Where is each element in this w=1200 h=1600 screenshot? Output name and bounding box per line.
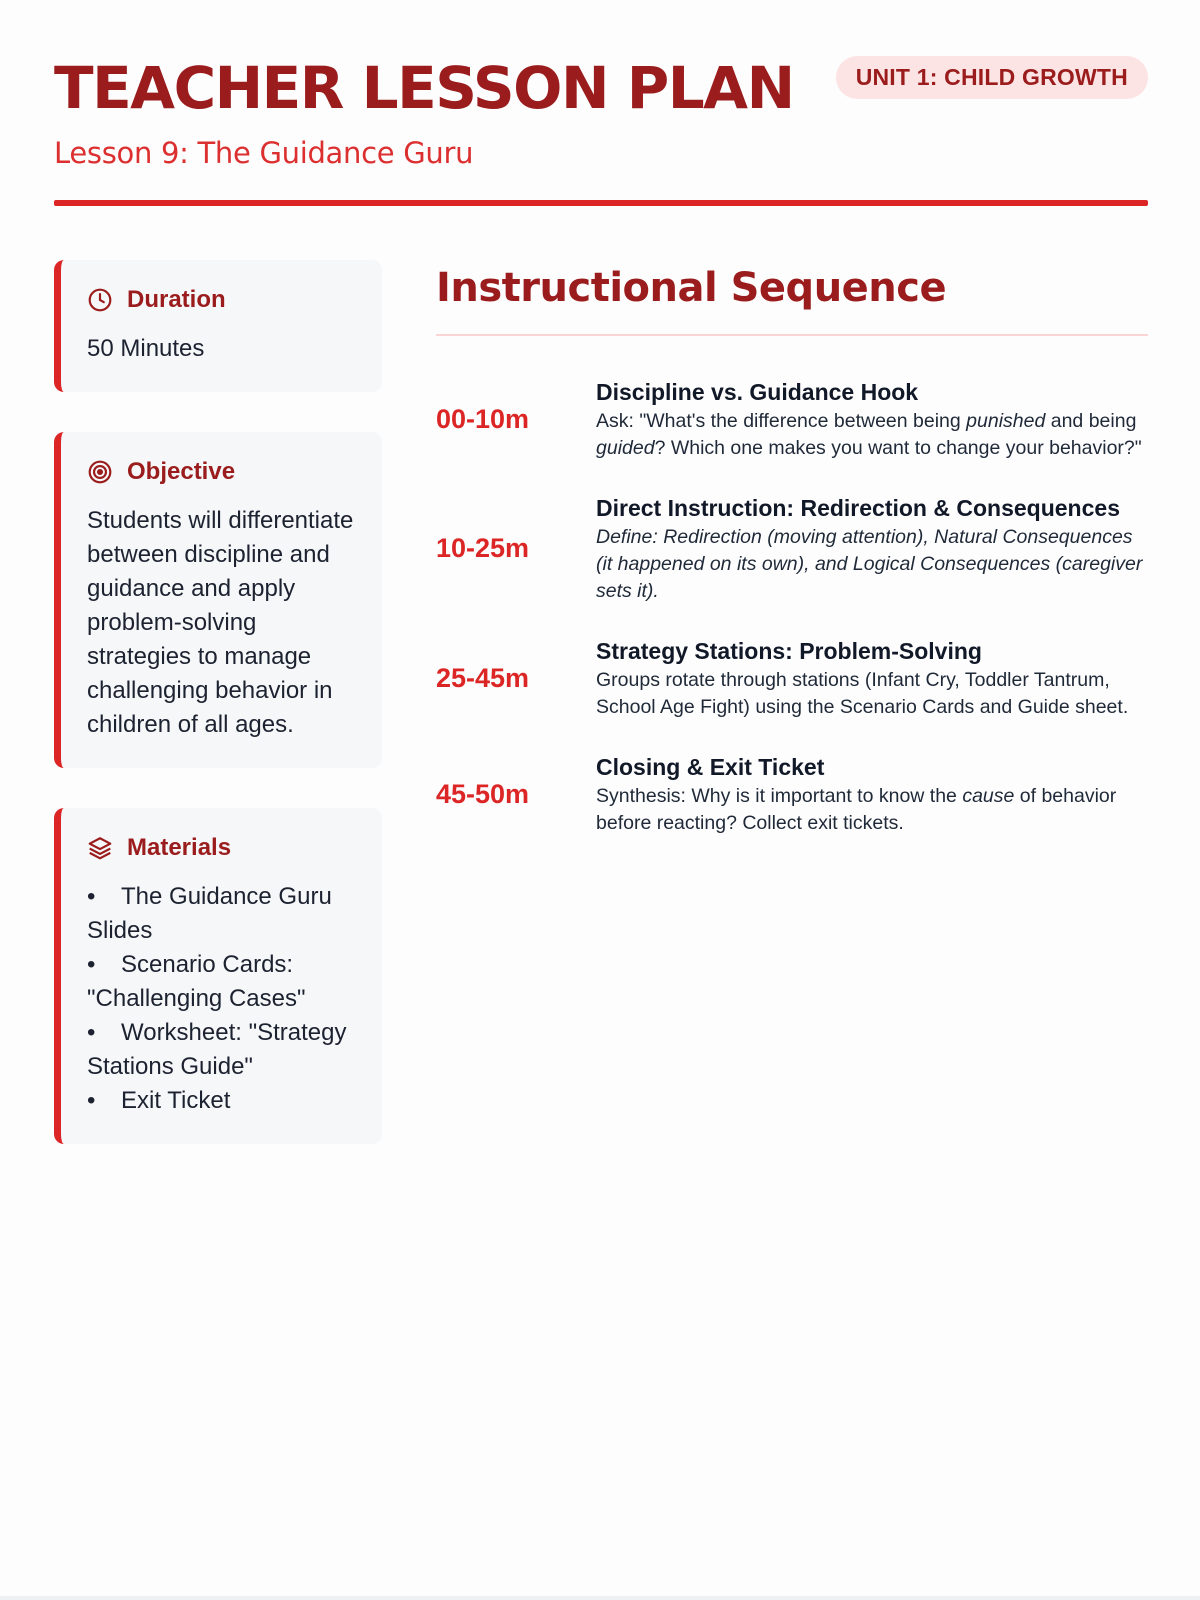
unit-badge: UNIT 1: CHILD GROWTH: [836, 56, 1148, 99]
target-icon: [87, 459, 113, 485]
duration-card: [54, 260, 382, 392]
step-description: Ask: "What's the difference between being punished and being guided? Which one makes you want to change your behavior?": [596, 410, 1142, 459]
list-item: • Scenario Cards: "Challenging Cases": [87, 951, 306, 1012]
list-item: • Exit Ticket: [87, 1087, 231, 1114]
objective-label: Objective: [127, 458, 236, 485]
duration-value: 50 Minutes: [87, 335, 205, 362]
step-time: 45-50m: [436, 778, 530, 809]
sidebar: [54, 260, 382, 1184]
sequence-step: [436, 635, 1148, 721]
clock-icon: [87, 287, 113, 313]
materials-card: [54, 808, 382, 1144]
step-title: Strategy Stations: Problem-Solving: [596, 638, 982, 664]
layers-icon: [87, 835, 113, 861]
header-divider: [54, 200, 1148, 206]
page-title: TEACHER LESSON PLAN: [54, 54, 794, 122]
list-item: • The Guidance Guru Slides: [87, 883, 332, 944]
lesson-subtitle: Lesson 9: The Guidance Guru: [54, 136, 474, 170]
sequence-step: [436, 492, 1148, 605]
page-header: [54, 50, 1148, 172]
objective-text: Students will differentiate between discipline and guidance and apply problem-solving strategies to manage challenging behavior in children of all ages.: [87, 507, 354, 738]
sequence-step: [436, 751, 1148, 837]
step-description: Synthesis: Why is it important to know the cause of behavior before reacting? Collect exit tickets.: [596, 785, 1117, 834]
step-title: Direct Instruction: Redirection & Consequences: [596, 495, 1120, 521]
duration-label: Duration: [127, 286, 226, 313]
step-title: Closing & Exit Ticket: [596, 754, 825, 780]
section-title: Instructional Sequence: [436, 265, 947, 311]
list-item: • Worksheet: "Strategy Stations Guide": [87, 1019, 347, 1080]
step-description: Define: Redirection (moving attention), Natural Consequences (it happened on its own), and Logical Consequences (caregiver sets it).: [596, 526, 1143, 602]
page-footer-band: [0, 1596, 1200, 1600]
section-divider: [436, 334, 1148, 336]
objective-card: [54, 432, 382, 768]
step-time: 25-45m: [436, 662, 530, 693]
step-time: 10-25m: [436, 533, 530, 563]
step-description: Groups rotate through stations (Infant Cry, Toddler Tantrum, School Age Fight) using the Scenario Cards and Guide sheet.: [596, 669, 1129, 718]
materials-label: Materials: [127, 834, 232, 861]
step-title: Discipline vs. Guidance Hook: [596, 379, 919, 405]
instructional-sequence: [436, 262, 1148, 867]
step-time: 00-10m: [436, 403, 530, 434]
sequence-step: [436, 376, 1148, 462]
materials-list: [87, 880, 362, 1118]
